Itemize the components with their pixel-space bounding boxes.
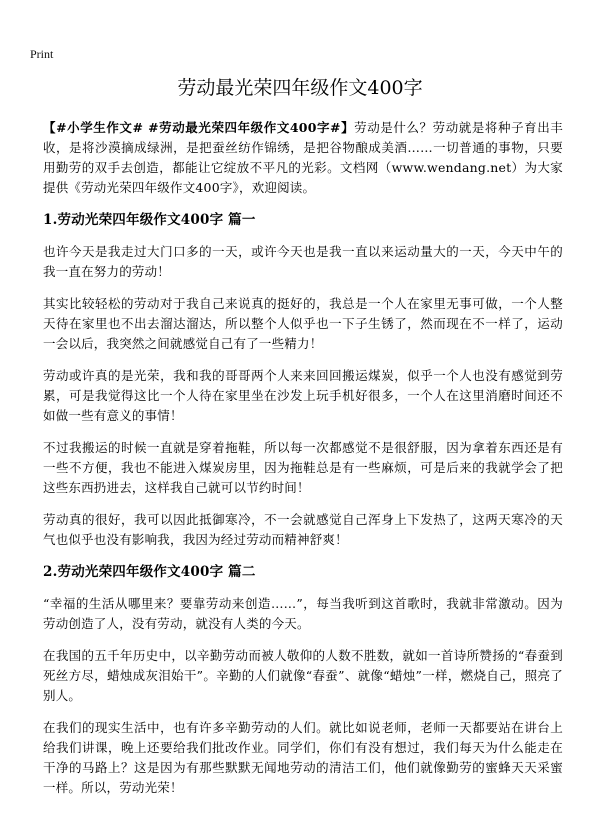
paragraph: 不过我搬运的时候一直就是穿着拖鞋，所以每一次都感觉不是很舒服，因为拿着东西还是有一些不方便，我也不能进入煤炭房里，因为拖鞋总是有一些麻烦，可是后来的我就学会了把这些东西扔进去，这样我自己就可以节约时间！ <box>43 440 563 495</box>
paragraph: 劳动真的很好，我可以因此抵御寒冷，不一会就感觉自己浑身上下发热了，这两天寒冷的天气也似乎也没有影响我，我因为经过劳动而精神舒爽！ <box>43 512 563 547</box>
intro-paragraph <box>43 118 563 198</box>
section-heading-2: 2.劳动光荣四年级作文400字 篇二 <box>43 564 256 580</box>
paragraph: 劳动或许真的是光荣，我和我的哥哥两个人来来回回搬运煤炭，似乎一个人也没有感觉到劳累，可是我觉得这比一个人待在家里坐在沙发上玩手机好很多，一个人在这里消磨时间还不如做一些有意义的事情！ <box>43 368 563 423</box>
paragraph: 在我国的五千年历史中，以辛勤劳动而被人敬仰的人数不胜数，就如一首诗所赞扬的“春蚕到死丝方尽，蜡烛成灰泪始干”。辛勤的人们就像“春蚕”、就像“蜡烛”一样，燃烧自己，照亮了别人。 <box>43 648 563 703</box>
paragraph: 在我们的现实生活中，也有许多辛勤劳动的人们。就比如说老师，老师一天都要站在讲台上给我们讲课，晚上还要给我们批改作业。同学们，你们有没有想过，我们每天为什么能走在干净的马路上？这是因为有那些默默无闻地劳动的清洁工们，他们就像勤劳的蜜蜂天天采蜜一样。所以，劳动光荣！ <box>43 720 563 795</box>
paragraph: “幸福的生活从哪里来？要靠劳动来创造……”，每当我听到这首歌时，我就非常激动。因为劳动创造了人，没有劳动，就没有人类的今天。 <box>43 596 563 631</box>
section-heading-1: 1.劳动光荣四年级作文400字 篇一 <box>43 212 256 228</box>
intro-text: 劳动是什么？劳动就是将种子育出丰收，是将沙漠摘成绿洲，是把蚕丝纺作锦绣，是把谷物酿成美酒……一切普通的事物，只要用勤劳的双手去创造，都能让它绽放不平凡的光彩。文档网（www.wendang.net）为大家提供《劳动光荣四年级作文400字》，欢迎阅读。 <box>43 120 563 195</box>
page-title: 劳动最光荣四年级作文400字 <box>177 77 423 99</box>
paragraph: 其实比较轻松的劳动对于我自己来说真的挺好的，我总是一个人在家里无事可做，一个人整天待在家里也不出去溜达溜达，所以整个人似乎也一下子生锈了，然而现在不一样了，运动一会以后，我突然之间就感觉自己有了一些精力！ <box>43 296 563 351</box>
intro-tag: 【#小学生作文# #劳动最光荣四年级作文400字#】 <box>43 120 355 135</box>
print-label: Print <box>30 47 54 61</box>
paragraph: 也许今天是我走过大门口多的一天，或许今天也是我一直以来运动量大的一天，今天中午的我一直在努力的劳动！ <box>43 244 563 279</box>
document-body <box>43 118 563 810</box>
